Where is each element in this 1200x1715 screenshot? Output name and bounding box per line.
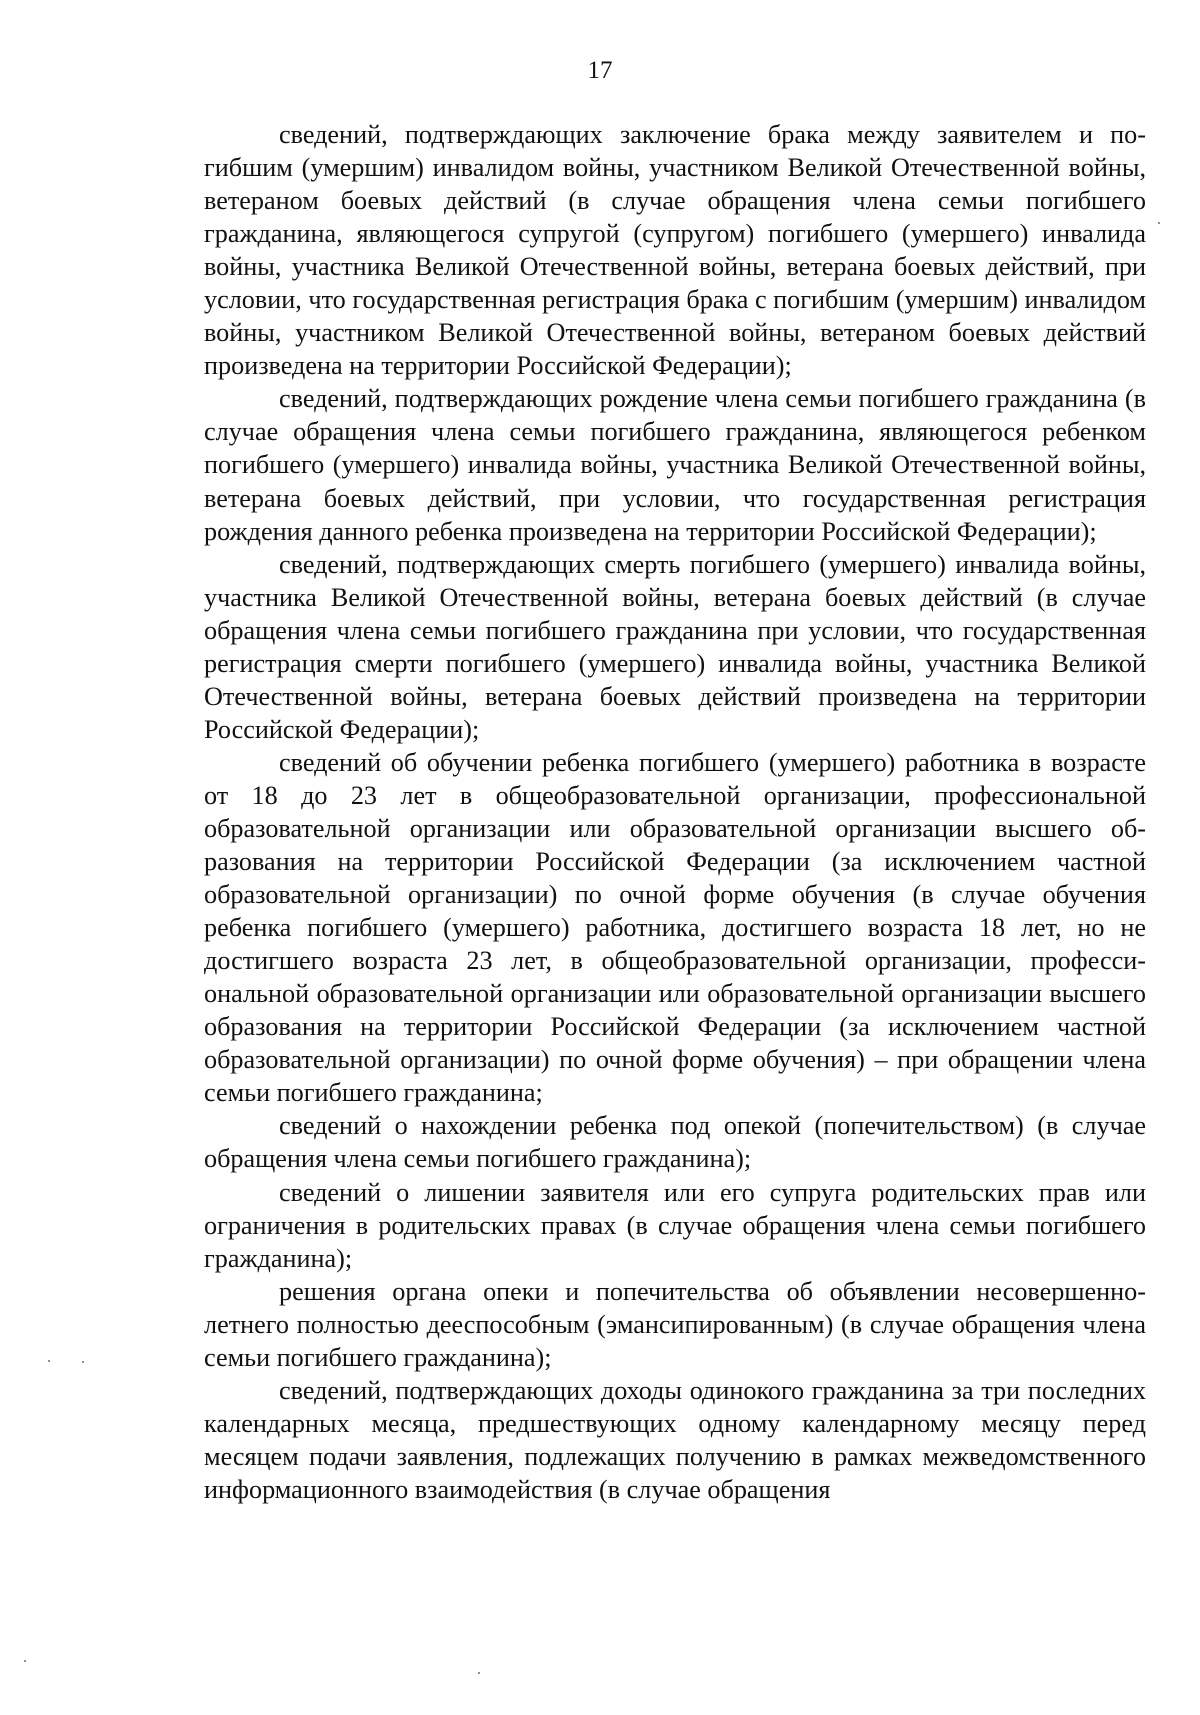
paragraph-emancipation-decision: решения органа опеки и попечительства об объявлении несовершеннолетнего полностью дееспособным (эмансипированным) (в случае обращения члена семьи погибшего гражданина); <box>204 1276 1146 1372</box>
scan-speck <box>478 1672 480 1674</box>
scan-speck <box>24 1660 26 1662</box>
scan-speck <box>82 1361 84 1363</box>
scan-speck <box>1158 222 1160 224</box>
scan-speck <box>48 1360 50 1362</box>
paragraph-parental-rights-info: сведений о лишении заявителя или его супруга родительских прав или ограничения в родительских правах (в случае обращения члена семьи погибшего гражданина); <box>204 1177 1146 1273</box>
paragraph-income-info: сведений, подтверждающих доходы одинокого гражданина за три последних календарных месяца, предшествующих одному календарному месяцу перед месяцем подачи заявления, подлежащих получению в рамках межведомственного информационного взаимодействия (в случае обращения <box>204 1375 1146 1504</box>
paragraph-marriage-info: сведений, подтверждающих заключение брака между заявителем и погибшим (умершим) инвалидом войны, участником Великой Отечественной войны, ветераном боевых действий (в случае обращения члена семьи погибшего гражданина, являющегося супругой (супругом) погибшего (умершего) инвалида войны, участника Великой Отечественной войны, ветерана боевых действий, при условии, что государственная регистрация брака с погибшим (умершим) инвалидом войны, участником Великой Отечественной войны, ветераном боевых действий произведена на территории Российской Федерации); <box>204 120 1146 381</box>
paragraph-birth-info: сведений, подтверждающих рождение члена семьи погибшего гражданина (в случае обращения члена семьи погибшего гражданина, являющегося ребенком погибшего (умершего) инвалида войны, участника Великой Отечественной войны, ветерана боевых действий, при условии, что государственная регистрация рождения данного ребенка произведена на территории Российской Федерации); <box>204 384 1146 546</box>
paragraph-guardianship-info: сведений о нахождении ребенка под опекой (попечительством) (в случае обращения члена семьи погибшего гражданина); <box>204 1111 1146 1174</box>
page-number: 17 <box>587 57 613 84</box>
paragraph-death-info: сведений, подтверждающих смерть погибшего (умершего) инвалида войны, участника Великой Отечественной войны, ветерана боевых действий (в случае обращения члена семьи погибшего гражданина при условии, что государственная регистрация смерти погибшего (умершего) инвалида войны, участника Великой Отечественной войны, ветерана боевых действий произведена на территории Российской Федерации); <box>204 549 1146 744</box>
paragraph-education-info: сведений об обучении ребенка погибшего (умершего) работника в возрасте от 18 до 23 лет в общеобразовательной организации, профессиональной образовательной организации или образовательной организации высшего образования на территории Российской Федерации (за исключением частной образовательной организации) по очной форме обучения (в случае обучения ребенка погибшего (умершего) работника, достигшего возраста 18 лет, но не достигшего возраста 23 лет, в общеобразовательной организации, профессиональной образовательной организации или образовательной организации высшего образования на территории Российской Федерации (за исключением частной образовательной организации) по очной форме обучения) – при обращении члена семьи погибшего гражданина; <box>204 747 1146 1108</box>
document-body <box>204 118 1146 1506</box>
